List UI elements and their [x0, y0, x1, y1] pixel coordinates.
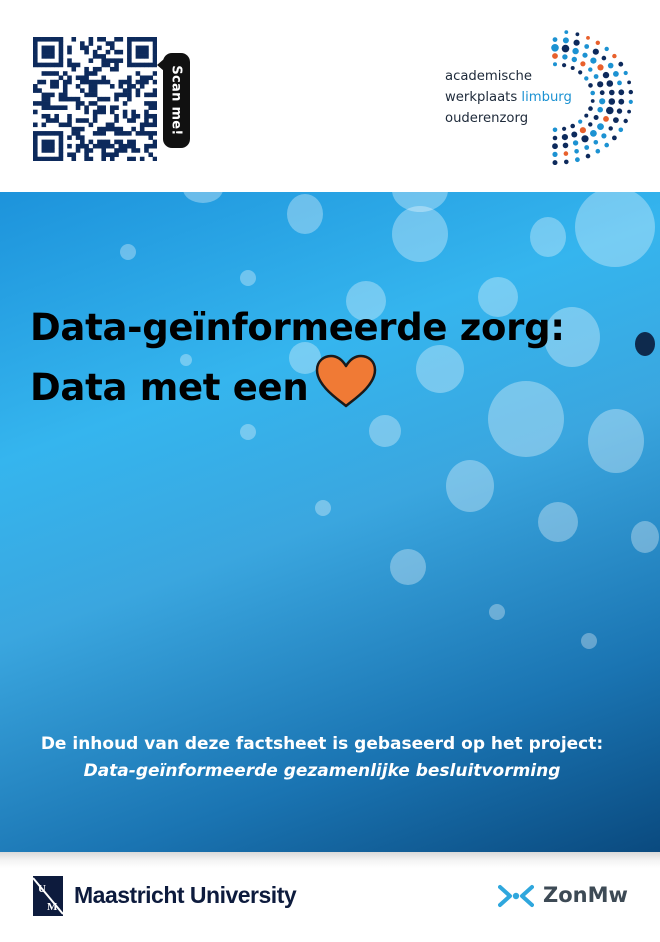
project-info-line-1: De inhoud van deze factsheet is gebaseerd op het project:: [40, 734, 604, 754]
project-info: [0, 731, 644, 785]
awl-dots-icon: [525, 30, 635, 165]
footer: [0, 852, 660, 942]
header: [0, 0, 660, 192]
svg-text:M: M: [47, 901, 58, 913]
zonmw-name: ZonMw: [543, 883, 628, 907]
heart-icon: [313, 353, 379, 409]
qr-code[interactable]: [33, 37, 157, 161]
scan-me-label: Scan me!: [169, 65, 185, 136]
svg-text:U: U: [38, 883, 46, 895]
awl-line-1: academische: [445, 69, 533, 84]
scan-me-badge: [163, 53, 190, 148]
awl-line-2: werkplaats limburg: [445, 90, 572, 105]
awl-logo: [445, 30, 635, 165]
maastricht-university-logo-icon: [33, 876, 63, 916]
awl-line-3: ouderenzorg: [445, 111, 529, 126]
zonmw-logo-icon: [498, 881, 534, 911]
title-line-1: Data-geïnformeerde zorg:: [30, 306, 565, 349]
maastricht-university-name: Maastricht University: [74, 882, 297, 908]
project-name: Data-geïnformeerde gezamenlijke besluitvorming: [83, 761, 561, 781]
hero-banner: [0, 192, 660, 852]
navy-dot: [635, 332, 655, 356]
title-line-2: Data met een: [30, 366, 309, 409]
page-title: [30, 298, 565, 418]
